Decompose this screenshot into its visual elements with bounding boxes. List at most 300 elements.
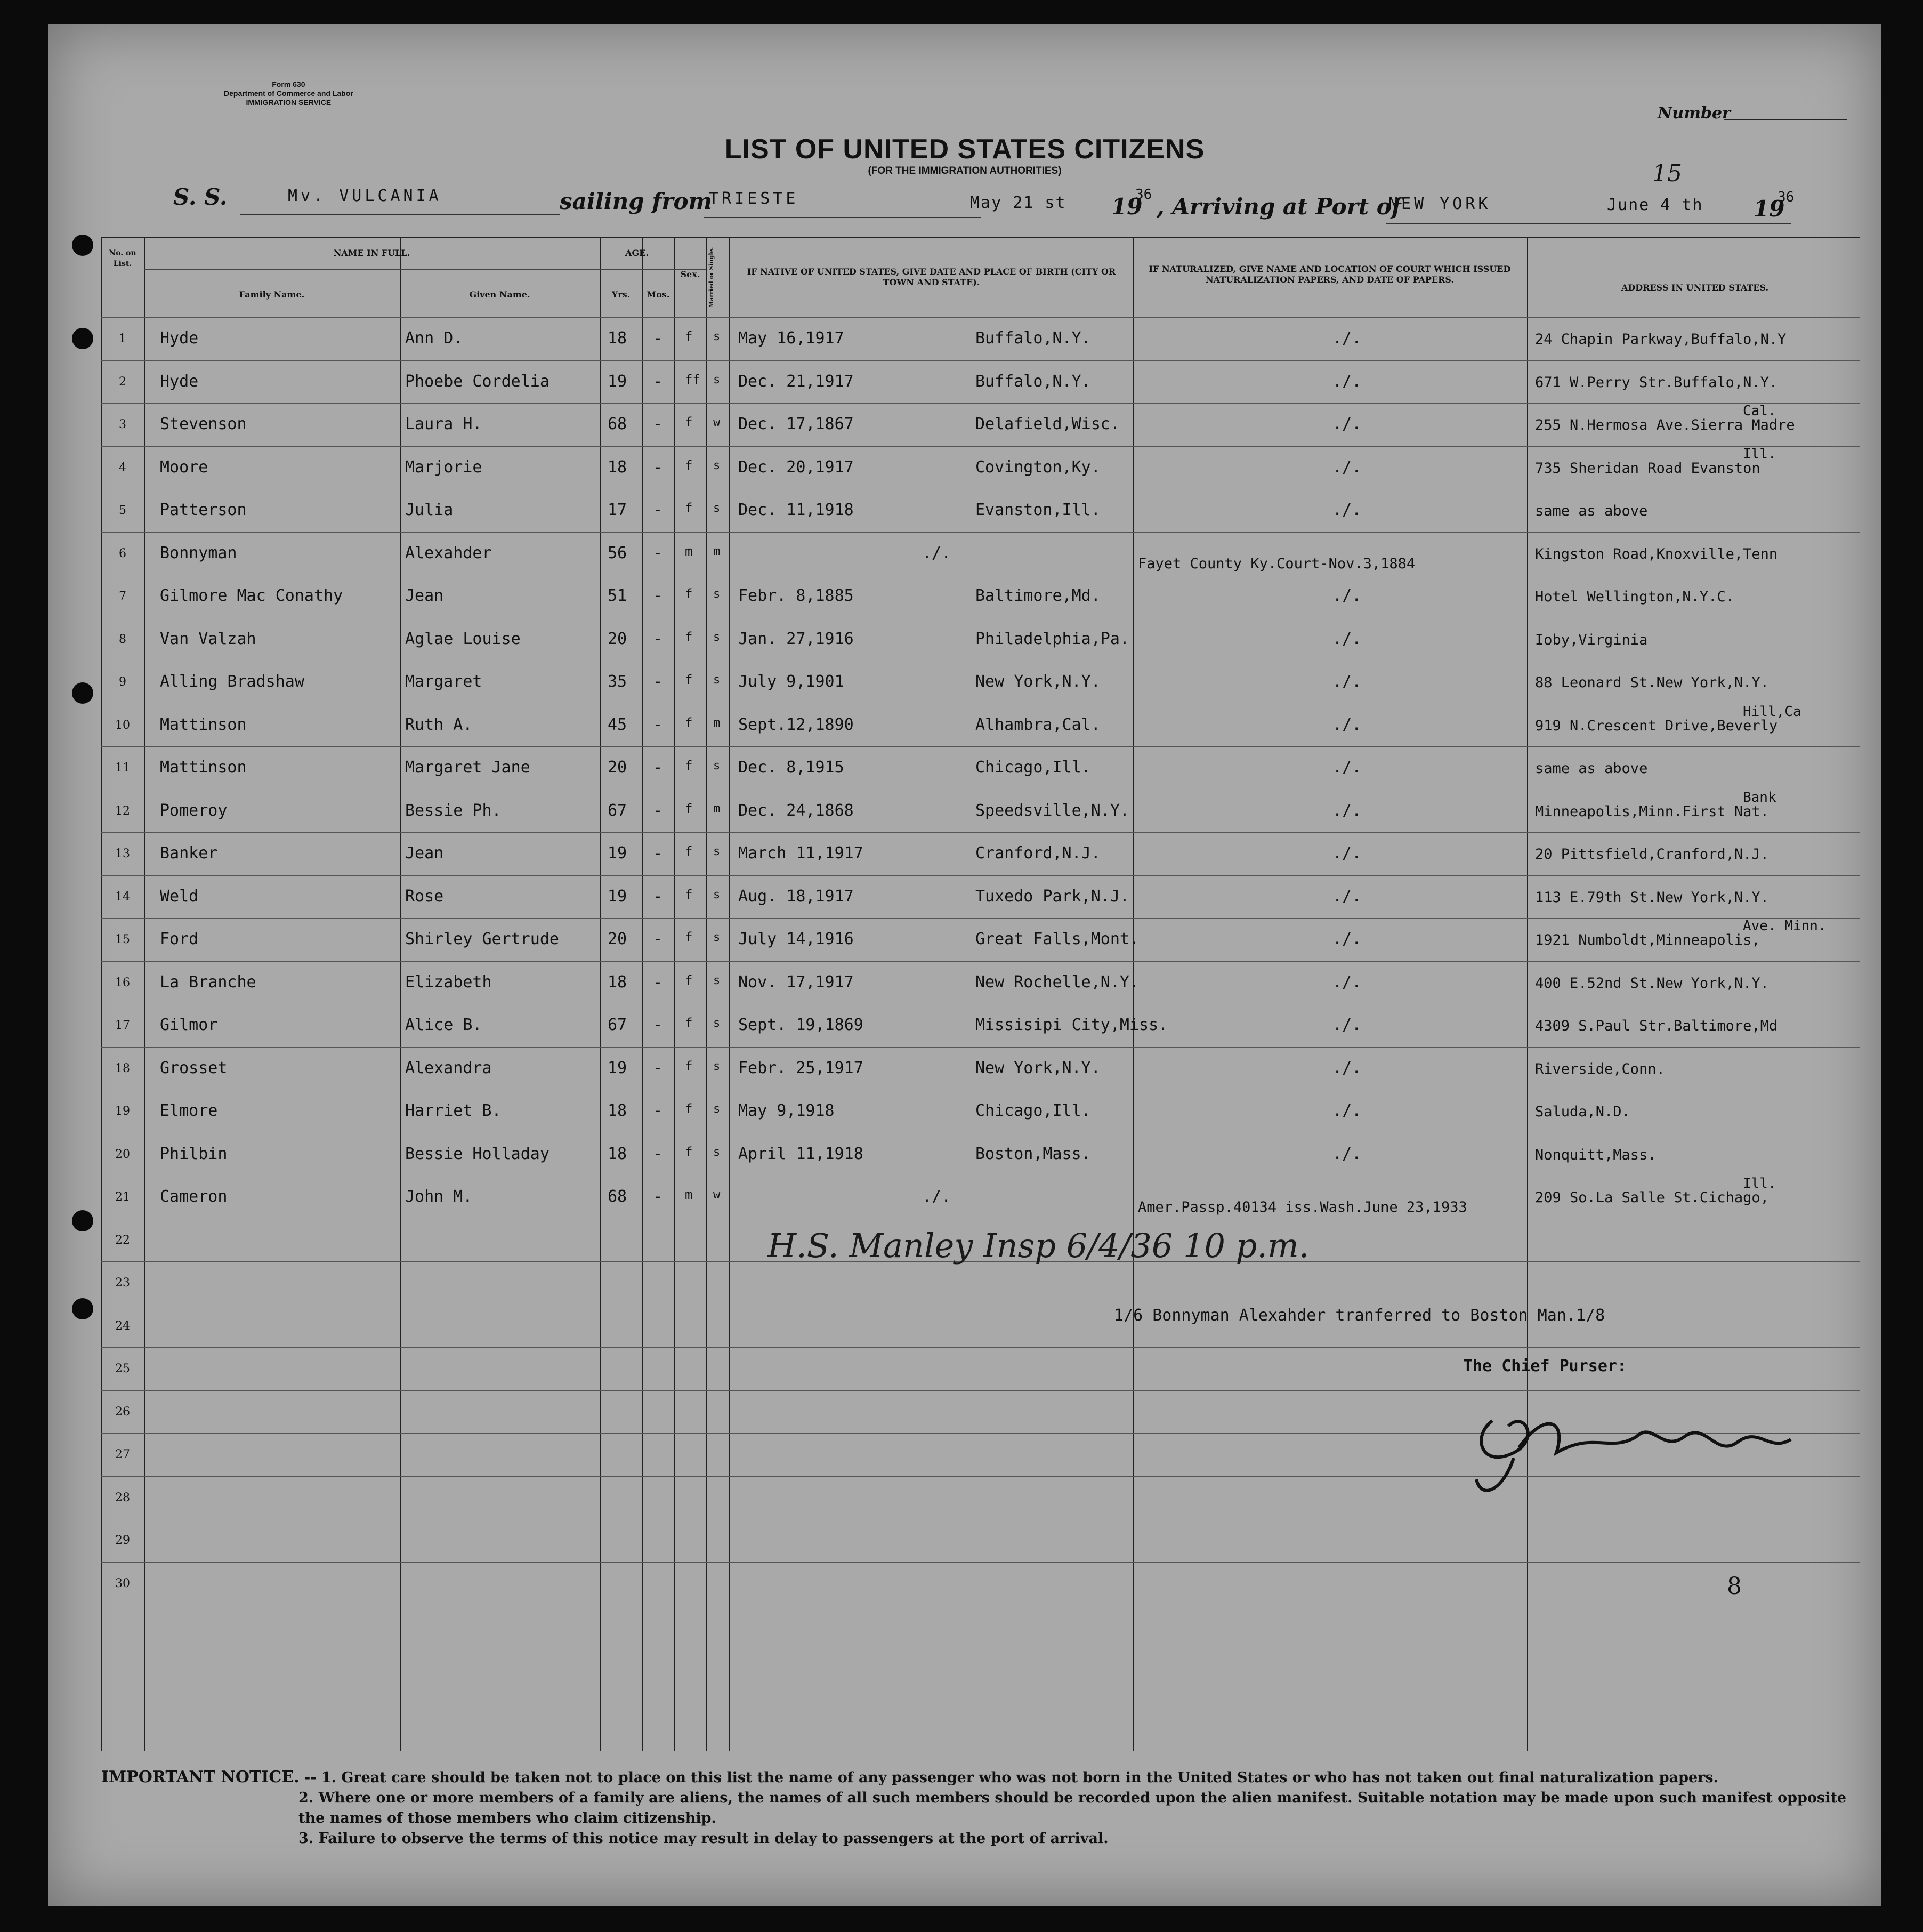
marital-cell: w [713, 416, 721, 429]
purser-signature [1460, 1389, 1833, 1506]
family-name-cell: Ford [160, 930, 199, 948]
row-number: 14 [115, 890, 130, 904]
birth-date-cell: July 14,1916 [738, 930, 854, 948]
given-name-cell: Bessie Ph. [405, 801, 502, 820]
row-number: 16 [115, 976, 130, 989]
sex-cell: f [685, 715, 693, 730]
notice-item-2: 2. Where one or more members of a family are aliens, the names of all such members should be recorded upon the alien manifest. Suitable notation may be made upon such manifest opposite the names of those members who claim citizenship. [298, 1790, 1847, 1826]
ship-name: Mv. VULCANIA [288, 187, 442, 205]
sex-cell: f [685, 458, 693, 473]
marital-cell: s [713, 974, 721, 987]
family-name-cell: Mattinson [160, 758, 247, 777]
sex-cell: m [685, 1187, 693, 1202]
birth-place-cell: New Rochelle,N.Y. [975, 973, 1140, 992]
marital-cell: s [713, 1102, 721, 1116]
birth-place-cell: Boston,Mass. [975, 1145, 1091, 1163]
birth-date-cell: Nov. 17,1917 [738, 973, 854, 992]
age-months-cell: - [653, 630, 663, 648]
marital-cell: s [713, 845, 721, 858]
subheader-rule [144, 269, 706, 270]
given-name-cell: Ann D. [405, 329, 463, 348]
age-years-cell: 67 [608, 1016, 627, 1034]
address-cell: Hotel Wellington,N.Y.C. [1535, 589, 1734, 605]
birth-place-cell: Buffalo,N.Y. [975, 372, 1091, 391]
transfer-note: 1/6 Bonnyman Alexahder tranferred to Boston Man.1/8 [1114, 1306, 1605, 1325]
age-years-cell: 18 [608, 1101, 627, 1120]
birth-date-cell: May 16,1917 [738, 329, 844, 348]
sailing-date: May 21 st [970, 194, 1066, 212]
age-years-cell: 68 [608, 1187, 627, 1206]
row-rule [101, 875, 1860, 876]
address-cell: Ioby,Virginia [1535, 632, 1648, 648]
marital-cell: s [713, 759, 721, 772]
row-number: 23 [115, 1276, 130, 1290]
binder-hole [72, 235, 93, 256]
birth-place-cell: Alhambra,Cal. [975, 715, 1101, 734]
naturalization-cell: ./. [1332, 1101, 1362, 1120]
birth-date-cell: ./. [922, 1187, 951, 1206]
age-months-cell: - [653, 329, 663, 348]
birth-place-cell: Chicago,Ill. [975, 1101, 1091, 1120]
age-months-cell: - [653, 973, 663, 992]
birth-date-cell: Dec. 8,1915 [738, 758, 844, 777]
age-years-cell: 67 [608, 801, 627, 820]
manifest-sheet [48, 24, 1881, 1906]
column-rule [642, 237, 643, 1751]
age-years-cell: 19 [608, 1059, 627, 1077]
birth-place-cell: Philadelphia,Pa. [975, 630, 1129, 648]
family-name-cell: Van Valzah [160, 630, 256, 648]
age-months-cell: - [653, 544, 663, 562]
birth-date-cell: April 11,1918 [738, 1145, 863, 1163]
naturalization-cell: ./. [1332, 715, 1362, 734]
address-cell: 24 Chapin Parkway,Buffalo,N.Y [1535, 331, 1787, 348]
number-label: Number [1658, 104, 1731, 123]
age-years-cell: 19 [608, 372, 627, 391]
row-number: 10 [115, 719, 130, 732]
row-rule [101, 360, 1860, 361]
row-number: 15 [115, 933, 130, 946]
page-title: LIST OF UNITED STATES CITIZENS [724, 134, 1205, 165]
age-years-cell: 45 [608, 715, 627, 734]
given-name-cell: Aglae Louise [405, 630, 521, 648]
sex-cell: f [685, 758, 693, 773]
sex-cell: f [685, 844, 693, 859]
age-years-cell: 20 [608, 630, 627, 648]
age-months-cell: - [653, 1145, 663, 1163]
family-name-cell: Grosset [160, 1059, 228, 1077]
column-header-married: Married or Single. [708, 247, 715, 308]
form-number-text: Form 630 [272, 80, 305, 88]
arriving-label: , Arriving at Port of [1157, 194, 1401, 220]
given-name-cell: Phoebe Cordelia [405, 372, 550, 391]
given-name-cell: Alice B. [405, 1016, 482, 1034]
birth-place-cell: Buffalo,N.Y. [975, 329, 1091, 348]
address-cell: 735 Sheridan Road Evanston [1535, 460, 1760, 477]
birth-place-cell: Cranford,N.J. [975, 844, 1101, 863]
naturalization-cell: ./. [1332, 973, 1362, 992]
row-number: 9 [119, 675, 126, 689]
given-name-cell: Harriet B. [405, 1101, 502, 1120]
birth-date-cell: Dec. 11,1918 [738, 501, 854, 519]
given-name-cell: Ruth A. [405, 715, 473, 734]
sex-cell: m [685, 544, 693, 559]
column-header-yrs: Yrs. [611, 289, 631, 300]
row-rule [101, 746, 1860, 747]
column-header-address: ADDRESS IN UNITED STATES. [1621, 283, 1769, 293]
marital-cell: s [713, 631, 721, 644]
birth-date-cell: Jan. 27,1916 [738, 630, 854, 648]
row-rule [101, 1347, 1860, 1348]
address-cell: 1921 Numboldt,Minneapolis, [1535, 932, 1760, 948]
marital-cell: s [713, 931, 721, 944]
naturalization-cell: ./. [1332, 1016, 1362, 1034]
naturalization-cell: ./. [1332, 329, 1362, 348]
row-number: 27 [115, 1448, 130, 1461]
marital-cell: s [713, 1060, 721, 1073]
age-months-cell: - [653, 1059, 663, 1077]
table-top-rule [101, 237, 1860, 238]
column-header-given: Given Name. [469, 289, 530, 300]
port-underline [1386, 222, 1791, 224]
given-name-cell: Laura H. [405, 415, 482, 433]
column-rule [706, 237, 707, 1751]
row-number: 5 [119, 504, 126, 517]
passenger-table [101, 237, 1860, 1751]
birth-place-cell: Great Falls,Mont. [975, 930, 1140, 948]
family-name-cell: Elmore [160, 1101, 218, 1120]
row-rule [101, 403, 1860, 404]
row-rule [101, 532, 1860, 533]
column-rule [1527, 237, 1528, 1751]
row-number: 19 [115, 1105, 130, 1118]
sex-cell: f [685, 973, 693, 988]
age-months-cell: - [653, 1101, 663, 1120]
birth-place-cell: New York,N.Y. [975, 672, 1101, 691]
number-line [1724, 119, 1847, 120]
family-name-cell: Bonnyman [160, 544, 237, 562]
row-number: 6 [119, 547, 126, 560]
family-name-cell: La Branche [160, 973, 256, 992]
row-number: 7 [119, 590, 126, 603]
column-header-naturalized: IF NATURALIZED, GIVE NAME AND LOCATION OF COURT WHICH ISSUED NATURALIZATION PAPERS, AND DATE OF PAPERS. [1149, 264, 1511, 285]
naturalization-cell: ./. [1332, 672, 1362, 691]
address-line-2: Hill,Ca [1743, 704, 1801, 720]
sailing-year: 36 [1135, 187, 1152, 203]
row-number: 3 [119, 418, 126, 431]
marital-cell: s [713, 888, 721, 901]
row-number: 24 [115, 1319, 130, 1333]
row-number: 13 [115, 847, 130, 860]
given-name-cell: Alexandra [405, 1059, 492, 1077]
birth-place-cell: Missisipi City,Miss. [975, 1016, 1168, 1034]
birth-place-cell: Delafield,Wisc. [975, 415, 1120, 433]
marital-cell: s [713, 1146, 721, 1159]
naturalization-cell: Amer.Passp.40134 iss.Wash.June 23,1933 [1138, 1199, 1467, 1215]
family-name-cell: Hyde [160, 372, 199, 391]
service-text: IMMIGRATION SERVICE [246, 98, 332, 107]
birth-date-cell: March 11,1917 [738, 844, 863, 863]
given-name-cell: Alexahder [405, 544, 492, 562]
sex-cell: f [685, 672, 693, 687]
inspector-signature: H.S. Manley Insp 6/4/36 10 p.m. [767, 1226, 1310, 1265]
page-number: 15 [1652, 160, 1682, 187]
birth-place-cell: Speedsville,N.Y. [975, 801, 1129, 820]
address-cell: Minneapolis,Minn.First Nat. [1535, 803, 1769, 820]
row-number: 8 [119, 633, 126, 646]
column-header-name: NAME IN FULL. [333, 248, 410, 258]
age-months-cell: - [653, 586, 663, 605]
chief-purser-label: The Chief Purser: [1463, 1357, 1627, 1375]
row-number: 22 [115, 1234, 130, 1247]
notice-item-3: 3. Failure to observe the terms of this notice may result in delay to passengers at the port of arrival. [298, 1830, 1109, 1847]
marital-cell: m [713, 545, 721, 558]
given-name-cell: Bessie Holladay [405, 1145, 550, 1163]
age-years-cell: 56 [608, 544, 627, 562]
age-years-cell: 17 [608, 501, 627, 519]
family-name-cell: Pomeroy [160, 801, 228, 820]
sex-cell: f [685, 501, 693, 516]
family-name-cell: Cameron [160, 1187, 228, 1206]
ship-underline [240, 213, 560, 215]
age-years-cell: 18 [608, 458, 627, 477]
naturalization-cell: ./. [1332, 801, 1362, 820]
address-cell: Saluda,N.D. [1535, 1104, 1630, 1120]
naturalization-cell: ./. [1332, 1145, 1362, 1163]
birth-date-cell: Dec. 24,1868 [738, 801, 854, 820]
age-months-cell: - [653, 458, 663, 477]
age-months-cell: - [653, 758, 663, 777]
naturalization-cell: ./. [1332, 758, 1362, 777]
row-number: 30 [115, 1577, 130, 1590]
birth-date-cell: Febr. 8,1885 [738, 586, 854, 605]
age-years-cell: 19 [608, 887, 627, 906]
address-line-2: Ill. [1743, 446, 1776, 462]
sailing-underline [704, 216, 981, 218]
naturalization-cell: Fayet County Ky.Court-Nov.3,1884 [1138, 556, 1416, 572]
column-header-family: Family Name. [239, 289, 305, 300]
family-name-cell: Philbin [160, 1145, 228, 1163]
page-subtitle: (FOR THE IMMIGRATION AUTHORITIES) [868, 165, 1062, 176]
row-number: 11 [115, 761, 130, 775]
binder-hole [72, 328, 93, 349]
marital-cell: s [713, 459, 721, 472]
column-header-sex: Sex. [680, 269, 700, 279]
row-number: 28 [115, 1491, 130, 1504]
marital-cell: s [713, 330, 721, 343]
birth-place-cell: New York,N.Y. [975, 1059, 1101, 1077]
age-years-cell: 20 [608, 930, 627, 948]
birth-place-cell: Evanston,Ill. [975, 501, 1101, 519]
family-name-cell: Patterson [160, 501, 247, 519]
age-months-cell: - [653, 501, 663, 519]
address-cell: 113 E.79th St.New York,N.Y. [1535, 889, 1769, 906]
column-rule [101, 237, 102, 1751]
sailing-from: TRIESTE [709, 189, 799, 208]
marital-cell: s [713, 673, 721, 687]
row-number: 26 [115, 1405, 130, 1419]
marital-cell: m [713, 802, 721, 816]
naturalization-cell: ./. [1332, 372, 1362, 391]
age-months-cell: - [653, 801, 663, 820]
row-number: 25 [115, 1362, 130, 1375]
address-cell: 400 E.52nd St.New York,N.Y. [1535, 975, 1769, 992]
row-number: 4 [119, 461, 126, 474]
given-name-cell: Margaret [405, 672, 482, 691]
column-header-birth: IF NATIVE OF UNITED STATES, GIVE DATE AND PLACE OF BIRTH (CITY OR TOWN AND STATE). [747, 267, 1116, 287]
address-cell: 255 N.Hermosa Ave.Sierra Madre [1535, 417, 1795, 433]
birth-date-cell: Dec. 21,1917 [738, 372, 854, 391]
birth-date-cell: Dec. 20,1917 [738, 458, 854, 477]
arrival-port: NEW YORK [1388, 195, 1491, 213]
row-rule [101, 832, 1860, 833]
given-name-cell: Marjorie [405, 458, 482, 477]
address-line-2: Ave. Minn. [1743, 918, 1827, 934]
address-cell: 671 W.Perry Str.Buffalo,N.Y. [1535, 374, 1778, 391]
department-text: Department of Commerce and Labor [224, 89, 353, 98]
marital-cell: s [713, 373, 721, 387]
birth-place-cell: Covington,Ky. [975, 458, 1101, 477]
row-number: 18 [115, 1062, 130, 1075]
age-years-cell: 18 [608, 329, 627, 348]
birth-date-cell: Sept.12,1890 [738, 715, 854, 734]
sex-cell: f [685, 630, 693, 645]
age-months-cell: - [653, 415, 663, 433]
family-name-cell: Alling Bradshaw [160, 672, 304, 691]
arrival-year-prefix: 19 [1754, 196, 1785, 222]
column-header-age: AGE. [625, 248, 649, 258]
address-cell: 20 Pittsfield,Cranford,N.J. [1535, 846, 1769, 863]
age-years-cell: 20 [608, 758, 627, 777]
age-months-cell: - [653, 715, 663, 734]
marital-cell: s [713, 1017, 721, 1030]
marital-cell: s [713, 502, 721, 515]
column-rule [1133, 237, 1134, 1751]
column-rule [400, 237, 401, 1751]
family-name-cell: Moore [160, 458, 208, 477]
row-rule [101, 446, 1860, 447]
sex-cell: f [685, 887, 693, 902]
sex-cell: f [685, 801, 693, 816]
birth-place-cell: Baltimore,Md. [975, 586, 1101, 605]
address-cell: Riverside,Conn. [1535, 1061, 1665, 1077]
column-rule [674, 237, 675, 1751]
row-number: 21 [115, 1190, 130, 1204]
form-number [224, 80, 353, 107]
row-rule [101, 1047, 1860, 1048]
birth-date-cell: Dec. 17,1867 [738, 415, 854, 433]
binder-hole [72, 682, 93, 704]
sex-cell: f [685, 586, 693, 601]
age-months-cell: - [653, 887, 663, 906]
naturalization-cell: ./. [1332, 586, 1362, 605]
birth-place-cell: Tuxedo Park,N.J. [975, 887, 1129, 906]
family-name-cell: Mattinson [160, 715, 247, 734]
marital-cell: m [713, 717, 721, 730]
given-name-cell: Jean [405, 586, 444, 605]
arrival-year: 36 [1777, 189, 1795, 205]
birth-date-cell: Febr. 25,1917 [738, 1059, 863, 1077]
sailing-label: sailing from [560, 188, 712, 214]
binder-hole [72, 1298, 93, 1319]
row-rule [101, 918, 1860, 919]
marital-cell: s [713, 587, 721, 601]
age-years-cell: 19 [608, 844, 627, 863]
sex-cell: f [685, 1145, 693, 1160]
family-name-cell: Weld [160, 887, 199, 906]
age-years-cell: 18 [608, 973, 627, 992]
address-line-2: Bank [1743, 790, 1776, 806]
marital-cell: w [713, 1188, 721, 1202]
address-cell: 4309 S.Paul Str.Baltimore,Md [1535, 1018, 1778, 1034]
sex-cell: f [685, 930, 693, 945]
ship-prefix: S. S. [173, 184, 228, 210]
row-number: 2 [119, 375, 126, 389]
address-cell: same as above [1535, 503, 1648, 519]
age-months-cell: - [653, 372, 663, 391]
sex-cell: f [685, 329, 693, 344]
column-rule [600, 237, 601, 1751]
notice-heading: IMPORTANT NOTICE. [101, 1768, 300, 1786]
age-months-cell: - [653, 930, 663, 948]
naturalization-cell: ./. [1332, 458, 1362, 477]
row-number: 12 [115, 804, 130, 818]
naturalization-cell: ./. [1332, 630, 1362, 648]
given-name-cell: Margaret Jane [405, 758, 530, 777]
address-cell: same as above [1535, 760, 1648, 777]
birth-date-cell: Sept. 19,1869 [738, 1016, 863, 1034]
sheet-number: 8 [1727, 1573, 1742, 1600]
naturalization-cell: ./. [1332, 1059, 1362, 1077]
arrival-date: June 4 th [1607, 196, 1703, 214]
naturalization-cell: ./. [1332, 501, 1362, 519]
address-line-2: Cal. [1743, 403, 1776, 419]
row-rule [101, 1562, 1860, 1563]
age-years-cell: 51 [608, 586, 627, 605]
given-name-cell: Rose [405, 887, 444, 906]
column-header-mos: Mos. [647, 289, 670, 300]
binder-hole [72, 1210, 93, 1231]
sex-cell: f [685, 415, 693, 430]
address-cell: 919 N.Crescent Drive,Beverly [1535, 718, 1778, 734]
naturalization-cell: ./. [1332, 415, 1362, 433]
birth-place-cell: Chicago,Ill. [975, 758, 1091, 777]
address-cell: Kingston Road,Knoxville,Tenn [1535, 546, 1778, 562]
age-months-cell: - [653, 672, 663, 691]
important-notice [101, 1767, 1871, 1849]
row-number: 17 [115, 1019, 130, 1032]
family-name-cell: Stevenson [160, 415, 247, 433]
birth-date-cell: Aug. 18,1917 [738, 887, 854, 906]
family-name-cell: Hyde [160, 329, 199, 348]
address-cell: 209 So.La Salle St.Cichago, [1535, 1189, 1769, 1206]
sex-cell: f [685, 1101, 693, 1116]
sex-cell: ff [685, 372, 700, 387]
naturalization-cell: ./. [1332, 887, 1362, 906]
naturalization-cell: ./. [1332, 930, 1362, 948]
given-name-cell: Jean [405, 844, 444, 863]
address-line-2: Ill. [1743, 1176, 1776, 1192]
age-years-cell: 18 [608, 1145, 627, 1163]
naturalization-cell: ./. [1332, 844, 1362, 863]
given-name-cell: John M. [405, 1187, 473, 1206]
column-rule [729, 237, 730, 1751]
given-name-cell: Elizabeth [405, 973, 492, 992]
address-cell: Nonquitt,Mass. [1535, 1147, 1657, 1163]
row-number: 20 [115, 1148, 130, 1161]
birth-date-cell: July 9,1901 [738, 672, 844, 691]
family-name-cell: Gilmor [160, 1016, 218, 1034]
